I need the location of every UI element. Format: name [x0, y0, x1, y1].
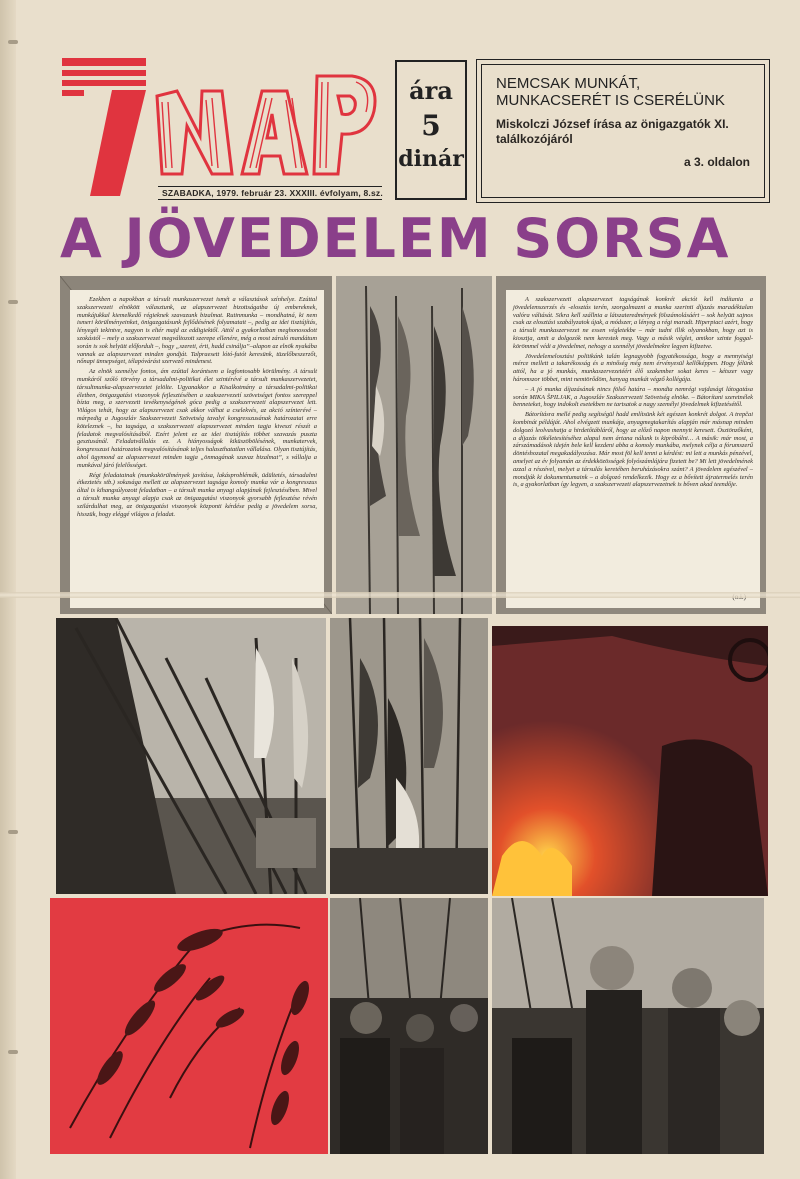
article-paragraph: – A jó munka díjazásának nincs fölső határa – mondta nemrégi vajdasági látogatása során MIKA ŠPILJAK, a Jugoszláv Szakszervezeti Szövetség elnöke. – Bátorítani szeretnélek benneteket, hogy indokolt esetekben ne tartsatok a nagy személyi jövedelmek kifizetésétől. [513, 385, 753, 409]
article-paragraph: A szakszervezeti alapszervezet tagságának konkrét akciót kell indítania a jövedelemszerzés és -elosztás terén, szorgalmazni a munka szerinti díjazás maradéktalan valóra váltását. Sikra kell szállnia a látszateredmények fölszámolásáért – sok helyütt sajnos csak az elosztási szabályzatok újak, a módszer, a lényeg a régi maradt. Hiperpiaci azért, hogy a társult munkaszervezet ne essen végletekbe – már tudni illik olyanokban, hogy azt is kiosztja, amit a dolgozók nem kerestek meg. Vagy a másik véglet, amikor szinte foggal-körömmel védi a jövedelmet, nehogy a személyi jövedelmekre legyen kifizetve. [513, 296, 753, 350]
price-currency: dinár [398, 146, 464, 172]
masthead-logo [62, 56, 380, 206]
price-box [395, 60, 467, 200]
teaser-page-ref: a 3. oldalon [683, 155, 750, 169]
staple [8, 830, 18, 834]
teaser-headline-1: NEMCSAK MUNKÁT, [496, 75, 641, 92]
article-left-panel [60, 276, 332, 614]
article-left-text [70, 290, 324, 608]
article-paragraph: Az elnök személye fontos, ám ezúttal korántsem a legfontosabb körülmény. A társult munkáról szóló törvény a társadalmi-politikai élet szintérévé a társult munkaszervezetet, társultmunka-alapszervezetet jelölte. Ugyanakkor a Kisalkotmány a társadalmi-politikai életben, önigazgatási viszonyok fejlesztésében a szakszervezetí szövetséget fontos szereppel bízta meg, a szervezett tevékenységének góca pedig a szakszervezeti alapszervezet lett. Világos tehát, hogy az alapszervezet csak akkor válhat a cselekvés, az akció színterévé – márpedig a Jugoszláv Szakszervezeti Szövetség tavalyi kongresszusának határozatai erre köteleznek –, ha tagsága, a szakszervezeti alapszervezet minden tagja kiveszi részét a feladatok megvalósításából. Ezért jelent ez az idei tisztújítás többet szavazás puszta gesztusánál. Feladatvállalás ez. A hiányosságok kiküszöbölésének, munkatervek, kongresszusi határozatok megvalósításának teljes halaszthatatlan vállalása. Olyan tisztújítás, ahol ügymond az alapszervezet minden tagja „önmagának szavaz bizalmat”, s vállalja a munkával járó felelősséget. [77, 368, 317, 469]
price-label: ára [409, 76, 453, 105]
page-edge [0, 0, 16, 1179]
photo-flags-poles [56, 618, 326, 894]
photo-flags-crowd [330, 618, 488, 894]
article-paragraph: Ezekben a napokban a társult munkaszervezet ismét a választások színhelye. Ezúttal szakszervezeti elnökött választunk, az alapszervezet bizottságaiba új embereknek, munkájukkal kiemelkedő régieknek szavazunk bizalmat. Rutinmunka – mondhatná, ki nem ismeri körülményeinket, önigazgatásunk fejlődésének folyamatait –, pedig az idei tisztújítás, lényegét tekintve, nagyon is eltér majd az eddigiektől. Attól a gyakorlatban meghonosodott szokástól – mely a szakszervezet megváltozott szerepe ellenére, még a most záruló mandátum során is sok helyütt előfordult –, hogy „szereti, érti, hadd csinálja”–alapon az elnök nyakába vannak az alapszervezet minden gondját. Talpraesett lótó-futót keresünk, tüzelőbeszerzőt, nőnapi ünnepséget, télapóvárást szervező mindenest. [77, 296, 317, 366]
teaser-headline-2: MUNKACSERÉT IS CSERÉLÜNK [496, 92, 725, 109]
article-paragraph: Bátorításra mellé pedig segítségül hadd említsünk két egészen konkrét dolgot. A trepčai kombinát példáját. Ahol elvégzett munkája, anyagmegtakarítás alapján már másnap minden dolgozó leolvashatja a hirdetőtábláról, hogy az előző napon mennyit keresett. Ösztönzőként, a díjazás tökéletesítéséhez alapul nem ártana nálunk is kipróbálni… A másik: már most, a zárszámadások idején bele kell kezdeni abba a komoly munkába, melynek célja a fórumszerű döntéshozatal megakadályozása. Már most föl kell tenni a kérdést: mi lett a munkás pénzével, amelyet az év folyamán az érdekközösségek folyószámlájára fizetett be? Mi lett jövedelmének azzal a részével, melyet a társulás keretében beruházásokra szánt? A jövedelem egészével – mondják ki dokumentumaink – a dolgozó rendelkezik. Hogy ez a bővített újratermelés terén is, a gyakorlatban így legyen, a szakszervezeti alapszervezetnek is bőven akad teendője. [513, 411, 753, 489]
staple [8, 1050, 18, 1054]
page-fold [0, 592, 800, 598]
teaser-box[interactable] [476, 59, 770, 203]
article-right-panel [496, 276, 766, 614]
photo-crowd-flags [330, 898, 488, 1154]
price-value: 5 [421, 109, 441, 142]
article-right-text [506, 290, 760, 608]
staple [8, 300, 18, 304]
photo-wheat-ears [50, 898, 328, 1154]
staple [8, 40, 18, 44]
article-paragraph: Jövedelemelosztási politikánk talán legnagyobb fogyatékossága, hogy a mennyiségi mérce mellett a takarékosság és a minőség még nem érvényesül kellőképpen. Hogy félünk attól, ha a jó munkás, munkaszervezetéért élő szakember sokat keres – kétszer vagy háromszor többet, mint nemtörődöm, hanyag munkát végző kollégája. [513, 352, 753, 383]
article-paragraph: Régi feladatainak (munkakörülmények javítása, lakásproblémák, üdültetés, társadalmi étkeztetés stb.) sokasága mellett az alapszervezet tagsága komoly munka vár a kongresszus által is kihangsúlyozott feladatban – a társult munka anyagi alapjának fejlesztésében. Mivel a társult munka anyagi alapja csak az önigazgatási viszonyok gyorsabb fejlesztése révén szilárdulhat meg, az önigazgatási viszonyok központi kérdése pedig a jövedelem sorsa, hisszük, hogy eléggé világos a feladat. [77, 471, 317, 518]
article-flag-photo [336, 276, 492, 614]
photo-men-gathering [492, 898, 764, 1154]
teaser-subtitle: Miskolczi József írása az önigazgatók XI. találkozójáról [496, 117, 729, 146]
page-headline: A JÖVEDELEM SORSA [60, 207, 731, 270]
masthead-info: SZABADKA, 1979. február 23. XXXIII. évfolyam, 8.sz. [158, 186, 382, 200]
flags-photo [336, 276, 492, 614]
photo-fire-smoke [492, 626, 768, 896]
